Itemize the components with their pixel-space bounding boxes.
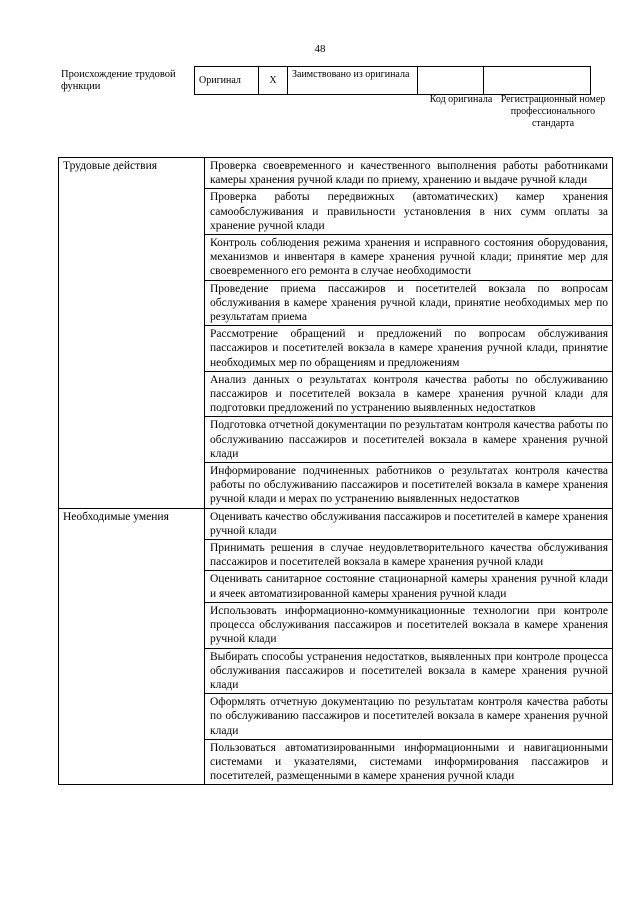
table-cell-item: Подготовка отчетной документации по результатам контроля качества работы по обслуживанию пассажиров и посетителей вокзала в камере хранения ручной клади: [205, 417, 613, 463]
page-number: 48: [314, 43, 326, 55]
table-cell-item: Принимать решения в случае неудовлетворительного качества обслуживания пассажиров и посетителей вокзала в камере хранения ручной клади: [205, 540, 613, 571]
code-cell: [418, 67, 484, 95]
table-row: [59, 508, 613, 539]
table-cell-item: Оценивать качество обслуживания пассажиров и посетителей в камере хранения ручной клади: [205, 508, 613, 539]
code-caption: Код оригинала: [429, 94, 493, 105]
reg-number-caption: Регистрационный номер профессионального стандарта: [500, 94, 606, 129]
function-table: [58, 157, 613, 785]
table-cell-item: Проверка работы передвижных (автоматических) камер хранения самообслуживания и правильности установления в них сумм оплаты за хранение ручной клади: [205, 189, 613, 235]
table-cell-item: Рассмотрение обращений и предложений по вопросам обслуживания пассажиров и посетителей вокзала в камере хранения ручной клади, принятие необходимых мер по обращениям и предложениям: [205, 326, 613, 372]
table-cell-item: Использовать информационно-коммуникационные технологии при контроле процесса обслуживания пассажиров и посетителей вокзала в камере хранения ручной клади: [205, 602, 613, 648]
table-cell-item: Пользоваться автоматизированными информационными и навигационными системами и указателями, системами информирования пассажиров и посетителей, размещенными в камере хранения ручной клади: [205, 739, 613, 785]
borrowed-cell: Заимствовано из оригинала: [288, 67, 418, 95]
original-mark: X: [259, 67, 288, 95]
table-cell-item: Проведение приема пассажиров и посетителей вокзала по вопросам обслуживания в камере хранения ручной клади, принятие необходимых мер по результатам приема: [205, 280, 613, 326]
table-cell-item: Проверка своевременного и качественного выполнения работы работниками камеры хранения ручной клади по приему, хранению и выдаче ручной клади: [205, 158, 613, 189]
original-cell: Оригинал: [195, 67, 259, 95]
table-cell-item: Информирование подчиненных работников о результатах контроля качества работы по обслуживанию пассажиров и посетителей вокзала в камере хранения ручной клади и мерах по устранению выявленных недостатков: [205, 463, 613, 509]
table-row: [59, 158, 613, 189]
table-cell-item: Оформлять отчетную документацию по результатам контроля качества работы по обслуживанию пассажиров и посетителей вокзала в камере хранения ручной клади: [205, 694, 613, 740]
reg-number-cell: [484, 67, 591, 95]
origin-table: [194, 66, 591, 95]
table-cell-item: Оценивать санитарное состояние стационарной камеры хранения ручной клади и ячеек автоматизированной камеры хранения ручной клади: [205, 571, 613, 602]
table-cell-item: Выбирать способы устранения недостатков, выявленных при контроле процесса обслуживания пассажиров и посетителей вокзала в камере хранения ручной клади: [205, 648, 613, 694]
section-label: Необходимые умения: [59, 508, 205, 785]
section-label: Трудовые действия: [59, 158, 205, 509]
table-cell-item: Анализ данных о результатах контроля качества работы по обслуживанию пассажиров и посетителей вокзала в камере хранения ручной клади для подготовки предложений по устранению выявленных недостатков: [205, 371, 613, 417]
origin-label: Происхождение трудовой функции: [61, 69, 176, 92]
table-cell-item: Контроль соблюдения режима хранения и исправного состояния оборудования, механизмов и инвентаря в камере хранения ручной клади; принятие мер для своевременного его ремонта в случае необходимости: [205, 235, 613, 281]
